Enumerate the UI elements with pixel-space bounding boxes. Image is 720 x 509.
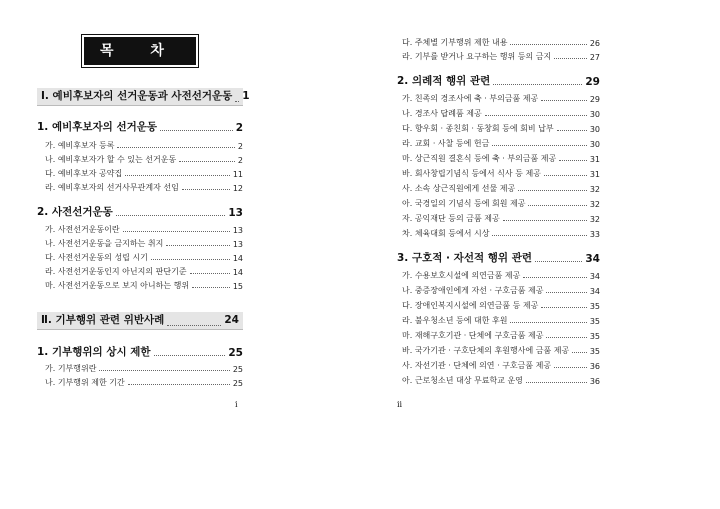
- item-label: 라. 사전선거운동인지 아닌지의 판단기준: [45, 267, 187, 276]
- item-label: 다. 향우회 · 종친회 · 동창회 등에 회비 납부: [402, 124, 554, 133]
- item-label: 다. 주체별 기부행위 제한 내용: [402, 38, 508, 47]
- page-number-footer: ii: [397, 400, 403, 409]
- toc-item[interactable]: [45, 182, 243, 193]
- page-number: 2: [237, 156, 243, 165]
- page-number: 34: [589, 287, 600, 296]
- item-label: 나. 예비후보자가 할 수 있는 선거운동: [45, 155, 177, 164]
- item-label: 가. 예비후보자 등록: [45, 141, 115, 150]
- chapter-box-2: [37, 312, 243, 330]
- leader-dots: [123, 231, 230, 232]
- page-number: 14: [232, 268, 243, 277]
- page-number: 13: [232, 240, 243, 249]
- item-label: 바. 국가기관 · 구호단체의 후원행사에 금품 제공: [402, 346, 570, 355]
- leader-dots: [190, 273, 230, 274]
- toc-item[interactable]: [45, 168, 243, 179]
- page-number-footer: i: [235, 400, 238, 409]
- page-number: 2: [237, 142, 243, 151]
- leader-dots: [492, 235, 586, 236]
- page-number: 24: [224, 314, 239, 326]
- leader-dots: [559, 160, 587, 161]
- leader-dots: [116, 215, 226, 216]
- leader-dots: [151, 259, 230, 260]
- page-number: 30: [589, 110, 600, 119]
- chapter-label: Ⅰ. 예비후보자의 선거운동과 사전선거운동: [41, 90, 233, 102]
- page-number: 32: [589, 200, 600, 209]
- item-label: 나. 기부행위 제한 기간: [45, 378, 125, 387]
- item-label: 라. 불우청소년 등에 대한 후원: [402, 316, 508, 325]
- item-label: 마. 상근직원 결혼식 등에 축 · 부의금품 제공: [402, 154, 557, 163]
- item-label: 다. 장애인복지시설에 의연금품 등 제공: [402, 301, 539, 310]
- leader-dots: [154, 355, 226, 356]
- section-row-3[interactable]: [37, 345, 243, 359]
- chapter-box-1: [37, 88, 250, 106]
- item-label: 다. 예비후보자 공약집: [45, 169, 123, 178]
- item-label: 사. 자선기관 · 단체에 의연 · 구호금품 제공: [402, 361, 552, 370]
- section-row-1[interactable]: [37, 120, 243, 134]
- toc-title: 목 차: [84, 37, 196, 65]
- section-label: 2. 사전선거운동: [37, 206, 113, 218]
- leader-dots: [117, 147, 234, 148]
- leader-dots: [572, 352, 587, 353]
- page-number: 25: [228, 347, 243, 359]
- section-row-2[interactable]: [37, 205, 243, 219]
- leader-dots: [99, 370, 229, 371]
- page-number: 36: [589, 362, 600, 371]
- page-number: 26: [589, 39, 600, 48]
- leader-dots: [128, 384, 230, 385]
- item-label: 다. 사전선거운동의 성립 시기: [45, 253, 148, 262]
- page-number: 14: [232, 254, 243, 263]
- item-label: 마. 재해구호기관 · 단체에 구호금품 제공: [402, 331, 544, 340]
- leader-dots: [167, 325, 221, 326]
- toc-item[interactable]: [402, 153, 600, 164]
- leader-dots: [182, 189, 230, 190]
- toc-item[interactable]: [45, 140, 243, 151]
- section-row-4[interactable]: [397, 74, 600, 88]
- page-number: 34: [589, 272, 600, 281]
- page-number: 31: [589, 170, 600, 179]
- page-number: 32: [589, 185, 600, 194]
- page-number: 27: [589, 53, 600, 62]
- page-number: 33: [589, 230, 600, 239]
- section-row-5[interactable]: [397, 251, 600, 265]
- item-label: 나. 중증장애인에게 자선 · 구호금품 제공: [402, 286, 544, 295]
- leader-dots: [518, 190, 587, 191]
- leader-dots: [485, 115, 587, 116]
- page-number: 29: [585, 76, 600, 88]
- page-number: 30: [589, 125, 600, 134]
- toc-item[interactable]: [402, 315, 600, 326]
- toc-item[interactable]: [402, 330, 600, 341]
- leader-dots: [503, 220, 587, 221]
- page-number: 2: [235, 122, 243, 134]
- page-number: 31: [589, 155, 600, 164]
- page-number: 25: [232, 365, 243, 374]
- leader-dots: [526, 382, 587, 383]
- chapter-row-1[interactable]: [41, 88, 250, 105]
- item-label: 가. 수용보호시설에 의연금품 제공: [402, 271, 521, 280]
- toc-item[interactable]: [402, 51, 600, 62]
- toc-item[interactable]: [45, 377, 243, 388]
- toc-item[interactable]: [402, 37, 600, 48]
- item-label: 바. 회사창립기념식 등에서 식사 등 제공: [402, 169, 541, 178]
- item-label: 마. 사전선거운동으로 보지 아니하는 행위: [45, 281, 190, 290]
- item-label: 라. 기부를 받거나 요구하는 행위 등의 금지: [402, 52, 552, 61]
- toc-item[interactable]: [402, 198, 600, 209]
- page-number: 35: [589, 347, 600, 356]
- page-number: 25: [232, 379, 243, 388]
- toc-item[interactable]: [45, 238, 243, 249]
- leader-dots: [554, 58, 587, 59]
- toc-item[interactable]: [402, 93, 600, 104]
- page-number: 11: [232, 170, 243, 179]
- page-number: 13: [228, 207, 243, 219]
- item-label: 나. 경조사 답례품 제공: [402, 109, 482, 118]
- item-label: 차. 체육대회 등에서 시상: [402, 229, 490, 238]
- leader-dots: [523, 277, 586, 278]
- page-number: 29: [589, 95, 600, 104]
- toc-item[interactable]: [402, 300, 600, 311]
- item-label: 아. 국경일의 기념식 등에 회원 제공: [402, 199, 526, 208]
- right-page: [360, 0, 720, 509]
- section-label: 1. 예비후보자의 선거운동: [37, 121, 158, 133]
- page-number: 35: [589, 302, 600, 311]
- leader-dots: [125, 175, 230, 176]
- toc-item[interactable]: [402, 375, 600, 386]
- toc-item[interactable]: [402, 108, 600, 119]
- page-number: 35: [589, 317, 600, 326]
- page-number: 32: [589, 215, 600, 224]
- leader-dots: [160, 130, 233, 131]
- page-number: 13: [232, 226, 243, 235]
- chapter-row-2[interactable]: [41, 312, 239, 329]
- leader-dots: [510, 44, 586, 45]
- item-label: 가. 친족의 경조사에 축 · 부의금품 제공: [402, 94, 539, 103]
- item-label: 라. 교회 · 사찰 등에 헌금: [402, 139, 490, 148]
- toc-item[interactable]: [402, 228, 600, 239]
- section-label: 2. 의례적 행위 관련: [397, 75, 491, 87]
- page-number: 30: [589, 140, 600, 149]
- leader-dots: [535, 261, 582, 262]
- page-number: 15: [232, 282, 243, 291]
- leader-dots: [179, 161, 235, 162]
- page-number: 1: [242, 90, 250, 102]
- item-label: 가. 기부행위란: [45, 364, 97, 373]
- item-label: 자. 공익재단 등의 금품 제공: [402, 214, 500, 223]
- leader-dots: [546, 337, 586, 338]
- toc-item[interactable]: [402, 360, 600, 371]
- leader-dots: [554, 367, 587, 368]
- leader-dots: [557, 130, 587, 131]
- toc-item[interactable]: [402, 183, 600, 194]
- toc-item[interactable]: [402, 168, 600, 179]
- toc-item[interactable]: [45, 280, 243, 291]
- leader-dots: [166, 245, 229, 246]
- leader-dots: [546, 292, 586, 293]
- toc-item[interactable]: [402, 285, 600, 296]
- leader-dots: [192, 287, 230, 288]
- leader-dots: [544, 175, 587, 176]
- section-label: 3. 구호적 · 자선적 행위 관련: [397, 252, 532, 264]
- toc-item[interactable]: [402, 345, 600, 356]
- leader-dots: [541, 100, 587, 101]
- section-label: 1. 기부행위의 상시 제한: [37, 346, 151, 358]
- toc-item[interactable]: [45, 266, 243, 277]
- page-number: 36: [589, 377, 600, 386]
- toc-item[interactable]: [402, 138, 600, 149]
- item-label: 사. 소속 상근직원에게 선물 제공: [402, 184, 516, 193]
- item-label: 아. 근로청소년 대상 무료학교 운영: [402, 376, 523, 385]
- toc-item[interactable]: [402, 213, 600, 224]
- leader-dots: [492, 145, 586, 146]
- leader-dots: [510, 322, 586, 323]
- toc-item[interactable]: [402, 123, 600, 134]
- item-label: 가. 사전선거운동이란: [45, 225, 120, 234]
- toc-item[interactable]: [402, 270, 600, 281]
- toc-item[interactable]: [45, 252, 243, 263]
- item-label: 라. 예비후보자의 선거사무관계자 선임: [45, 183, 179, 192]
- chapter-label: Ⅱ. 기부행위 관련 위반사례: [41, 314, 165, 326]
- leader-dots: [528, 205, 586, 206]
- toc-item[interactable]: [45, 224, 243, 235]
- page-number: 34: [585, 253, 600, 265]
- page-number: 35: [589, 332, 600, 341]
- toc-item[interactable]: [45, 154, 243, 165]
- leader-dots: [541, 307, 586, 308]
- toc-item[interactable]: [45, 363, 243, 374]
- item-label: 나. 사전선거운동을 금지하는 취지: [45, 239, 164, 248]
- leader-dots: [493, 84, 582, 85]
- page-number: 12: [232, 184, 243, 193]
